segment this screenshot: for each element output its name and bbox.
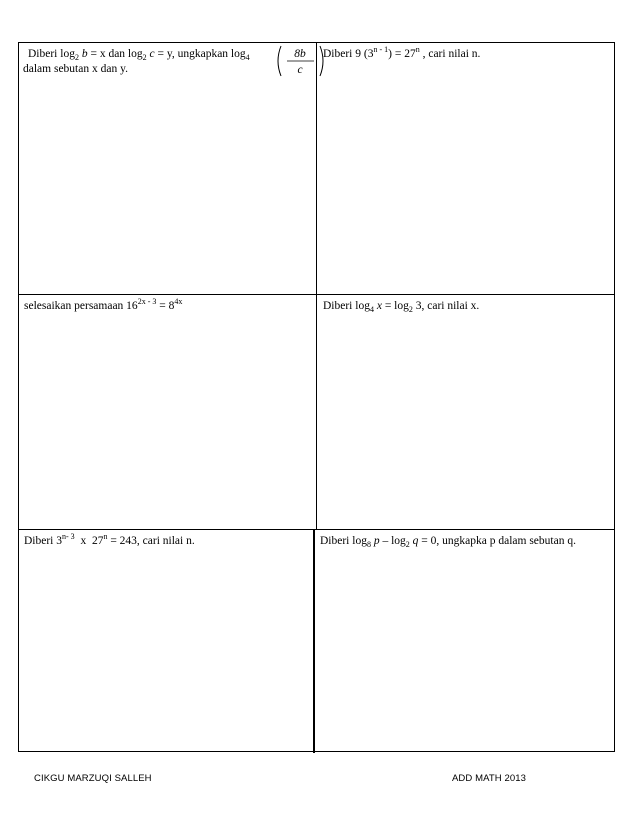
- question-1: [23, 47, 313, 77]
- footer-subject: ADD MATH 2013: [452, 773, 526, 784]
- question-2: Diberi 9 $(3^{n - 1}) = 27^n$ , cari nilai n.: [323, 45, 481, 60]
- question-3: selesaikan persamaan $16^{2x - 3} = 8^{4x}$: [24, 297, 183, 312]
- question-4: Diberi $\log_4 x = \log_2 3$, cari nilai x.: [323, 300, 480, 314]
- fraction-brackets: [273, 44, 328, 78]
- question-grid: [18, 42, 615, 752]
- footer-author: CIKGU MARZUQI SALLEH: [34, 773, 152, 784]
- fraction-numerator: 8b: [294, 48, 306, 60]
- column-divider-lower: [313, 529, 315, 753]
- question-1-fraction: [273, 44, 328, 78]
- question-6: Diberi $\log_8 p - \log_2 q = 0$, ungkapka p dalam sebutan q.: [320, 535, 576, 549]
- question-1-line-1: Diberi $\log_2 b = x$ dan $\log_2 c = y$, ungkapkan $\log_4$: [28, 48, 250, 62]
- question-1-line-2: dalam sebutan x dan y.: [23, 63, 128, 75]
- fraction-denominator: c: [297, 64, 303, 76]
- column-divider-upper: [316, 43, 317, 530]
- question-5: Diberi 3$^{n- 3}$ x $27^n = 243$, cari nilai n.: [24, 532, 195, 547]
